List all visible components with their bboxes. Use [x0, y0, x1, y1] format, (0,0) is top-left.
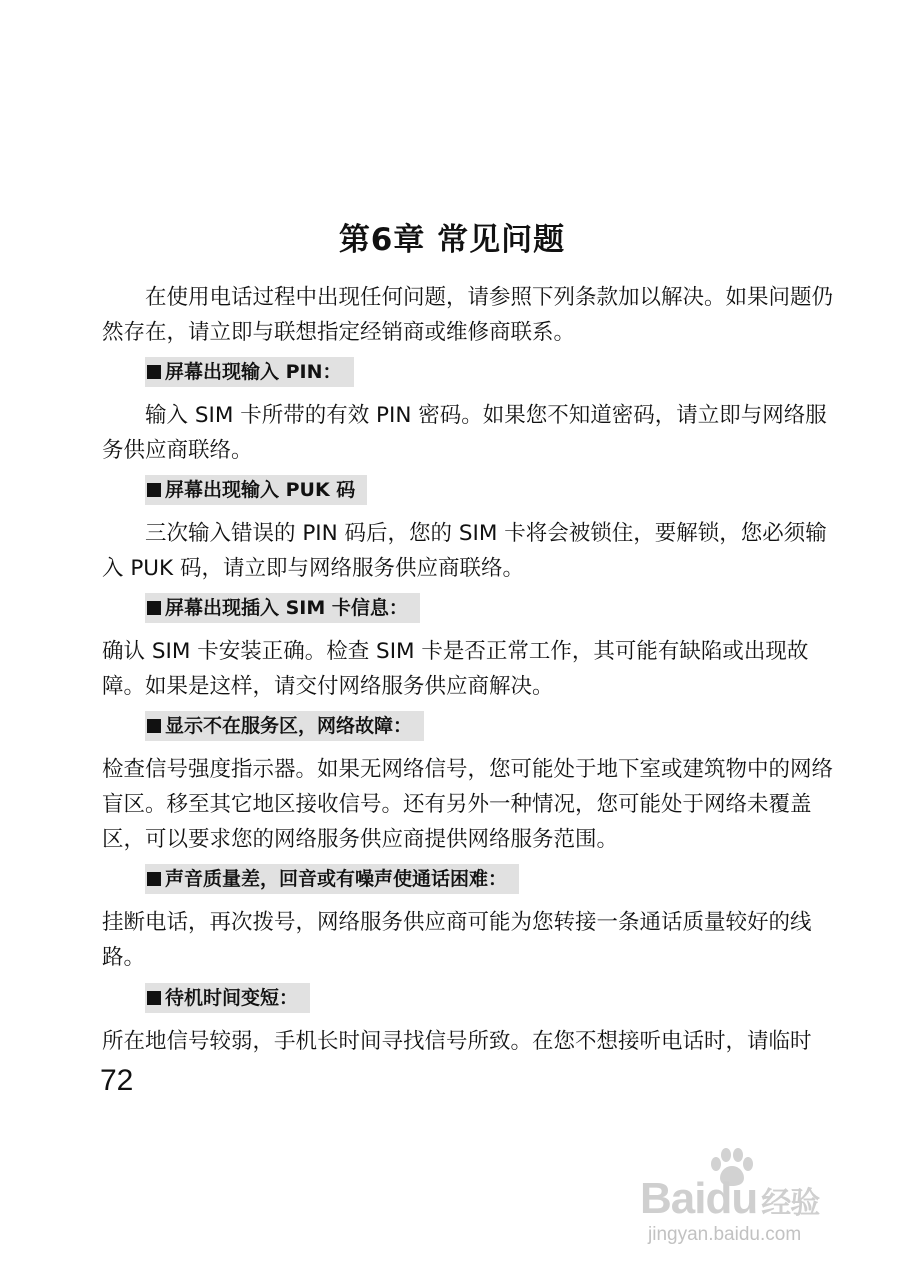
section-body-network: 检查信号强度指示器。如果无网络信号，您可能处于地下室或建筑物中的网络盲区。移至其它地区接收信号。还有另外一种情况，您可能处于网络未覆盖区，可以要求您的网络服务供应商提供网络服务范围。 [102, 757, 834, 852]
watermark-brand-text: Baidu [640, 1174, 758, 1223]
intro-paragraph: 在使用电话过程中出现任何问题，请参照下列条款加以解决。如果问题仍然存在，请立即与联想指定经销商或维修商联系。 [102, 285, 834, 345]
section-heading-text: 显示不在服务区，网络故障： [165, 715, 413, 737]
section-heading-text: 屏幕出现输入 PIN： [165, 361, 342, 383]
square-bullet-icon [147, 601, 161, 615]
chapter-title: 第6章 常见问题 [338, 222, 566, 258]
square-bullet-icon [147, 719, 161, 733]
section-heading-text: 待机时间变短： [165, 987, 299, 1009]
section-heading-sound [145, 864, 519, 894]
section-heading-pin [145, 357, 354, 387]
section-body-standby: 所在地信号较弱，手机长时间寻找信号所致。在您不想接听电话时，请临时 [102, 1029, 812, 1054]
square-bullet-icon [147, 365, 161, 379]
section-heading-text: 声音质量差，回音或有噪声使通话困难： [165, 868, 508, 890]
watermark-brand [640, 1174, 819, 1224]
square-bullet-icon [147, 483, 161, 497]
section-body-puk: 三次输入错误的 PIN 码后，您的 SIM 卡将会被锁住，要解锁，您必须输入 PUK 码，请立即与网络服务供应商联络。 [102, 521, 827, 581]
section-heading-text: 屏幕出现插入 SIM 卡信息： [165, 597, 408, 619]
square-bullet-icon [147, 991, 161, 1005]
section-heading-sim [145, 593, 420, 623]
baidu-jingyan-watermark [640, 1148, 850, 1248]
section-body-sim: 确认 SIM 卡安装正确。检查 SIM 卡是否正常工作，其可能有缺陷或出现故障。如果是这样，请交付网络服务供应商解决。 [102, 639, 809, 699]
section-body-pin: 输入 SIM 卡所带的有效 PIN 密码。如果您不知道密码，请立即与网络服务供应商联络。 [102, 403, 827, 463]
watermark-url: jingyan.baidu.com [648, 1224, 802, 1245]
square-bullet-icon [147, 872, 161, 886]
section-body-sound: 挂断电话，再次拨号，网络服务供应商可能为您转接一条通话质量较好的线路。 [102, 910, 812, 970]
watermark-brand-cn: 经验 [761, 1187, 820, 1220]
section-heading-standby [145, 983, 310, 1013]
section-heading-text: 屏幕出现输入 PUK 码 [165, 479, 356, 501]
section-heading-puk [145, 475, 367, 505]
page-number: 72 [100, 1064, 134, 1097]
section-heading-network [145, 711, 424, 741]
